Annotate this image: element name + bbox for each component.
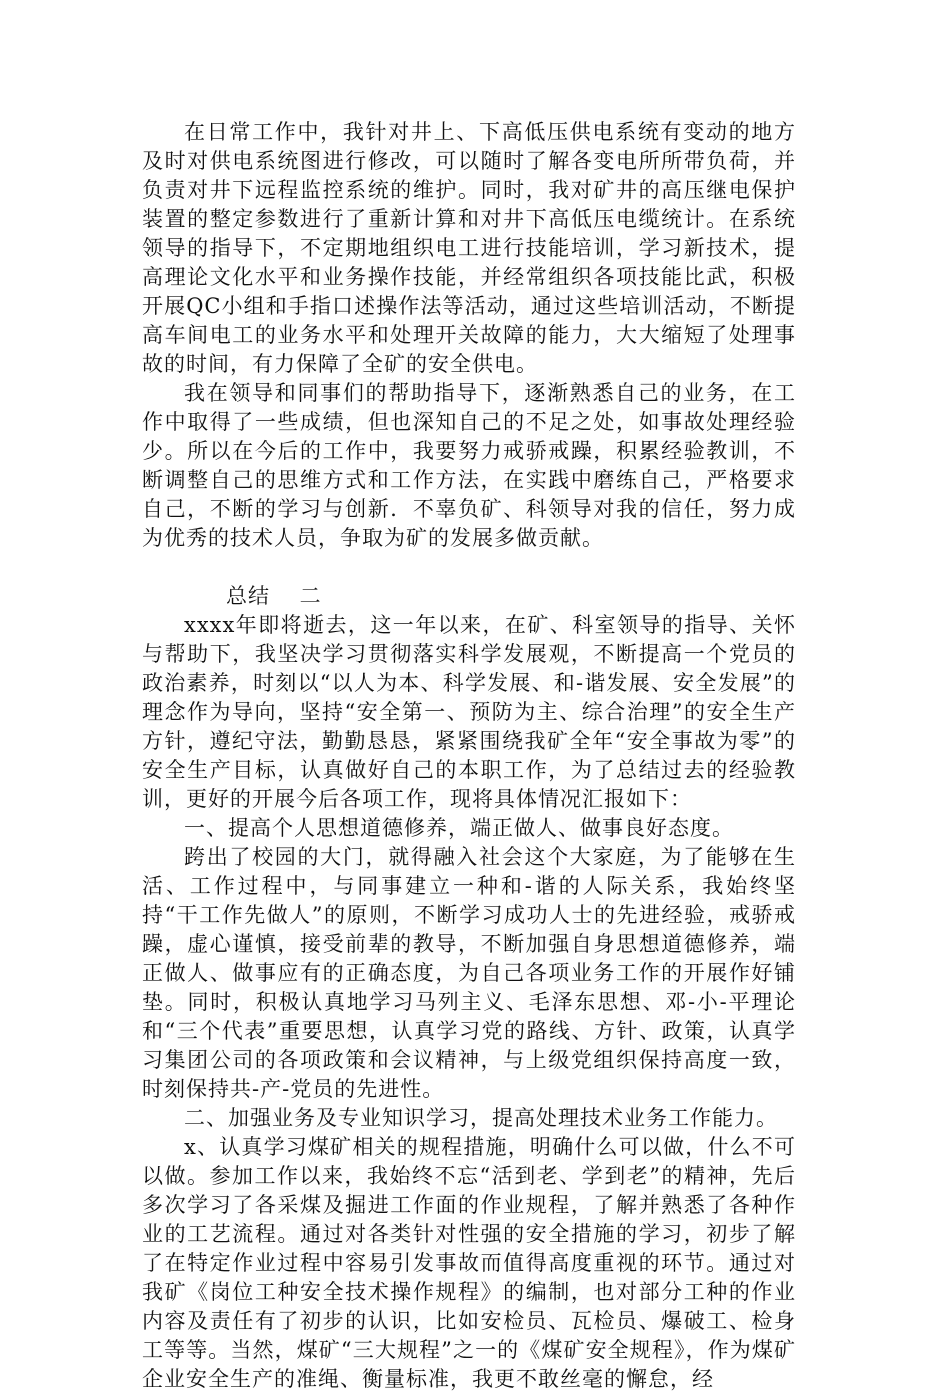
- paragraph-future-goals: 我在领导和同事们的帮助指导下，逐渐熟悉自己的业务，在工作中取得了一些成绩，但也深知自己的不足之处，如事故处理经验少。所以在今后的工作中，我要努力戒骄戒躁，积累经验教训，不断调整自己的思维方式和工作方法，在实践中磨练自己，严格要求自己，不断的学习与创新．不辜负矿、科领导对我的信任，努力成为优秀的技术人员，争取为矿的发展多做贡献。: [142, 381, 796, 550]
- heading-professional-study: 二、加强业务及专业知识学习，提高处理技术业务工作能力。: [184, 1106, 778, 1130]
- paragraph-annual-intro: xxxx年即将逝去，这一年以来，在矿、科室领导的指导、关怀与帮助下，我坚决学习贯彻落实科学发展观，不断提高一个党员的政治素养，时刻以“以人为本、科学发展、和-谐发展、安全发展”的理念作为导向，坚持“安全第一、预防为主、综合治理”的安全生产方针，遵纪守法，勤勤恳恳，紧紧围绕我矿全年“安全事故为零”的安全生产目标，认真做好自己的本职工作，为了总结过去的经验教训，更好的开展今后各项工作，现将具体情况汇报如下：: [142, 613, 796, 811]
- paragraph-regulations-study: x、认真学习煤矿相关的规程措施，明确什么可以做，什么不可以做。参加工作以来，我始终不忘“活到老、学到老”的精神，先后多次学习了各采煤及掘进工作面的作业规程，了解并熟悉了各种作业的工艺流程。通过对各类针对性强的安全措施的学习，初步了解了在特定作业过程中容易引发事故而值得高度重视的环节。通过对我矿《岗位工种安全技术操作规程》的编制，也对部分工种的作业内容及责任有了初步的认识，比如安检员、瓦检员、爆破工、检身工等等。当然，煤矿“三大规程”之一的《煤矿安全规程》，作为煤矿企业安全生产的准绳、衡量标准，我更不敢丝毫的懈怠，经: [142, 1135, 796, 1391]
- section-title-text: 总结 二: [226, 584, 322, 608]
- paragraph-moral-cultivation: 跨出了校园的大门，就得融入社会这个大家庭，为了能够在生活、工作过程中，与同事建立一种和-谐的人际关系，我始终坚持“干工作先做人”的原则，不断学习成功人士的先进经验，戒骄戒躁，虚心谨慎，接受前辈的教导，不断加强自身思想道德修养，端正做人、做事应有的正确态度，为自己各项业务工作的开展作好铺垫。同时，积极认真地学习马列主义、毛泽东思想、邓-小-平理论和“三个代表”重要思想，认真学习党的路线、方针、政策，认真学习集团公司的各项政策和会议精神，与上级党组织保持高度一致，时刻保持共-产-党员的先进性。: [142, 845, 796, 1101]
- heading-moral-cultivation: 一、提高个人思想道德修养，端正做人、做事良好态度。: [184, 816, 734, 840]
- paragraph-power-supply-work: 在日常工作中，我针对井上、下高低压供电系统有变动的地方及时对供电系统图进行修改，可以随时了解各变电所所带负荷，并负责对井下远程监控系统的维护。同时，我对矿井的高压继电保护装置的整定参数进行了重新计算和对井下高低压电缆统计。在系统领导的指导下，不定期地组织电工进行技能培训，学习新技术，提高理论文化水平和业务操作技能，并经常组织各项技能比武，积极开展QC小组和手指口述操作法等活动，通过这些培训活动，不断提高车间电工的业务水平和处理开关故障的能力，大大缩短了处理事故的时间，有力保障了全矿的安全供电。: [142, 120, 796, 376]
- document-page: [142, 118, 796, 1394]
- section-title: [142, 582, 796, 611]
